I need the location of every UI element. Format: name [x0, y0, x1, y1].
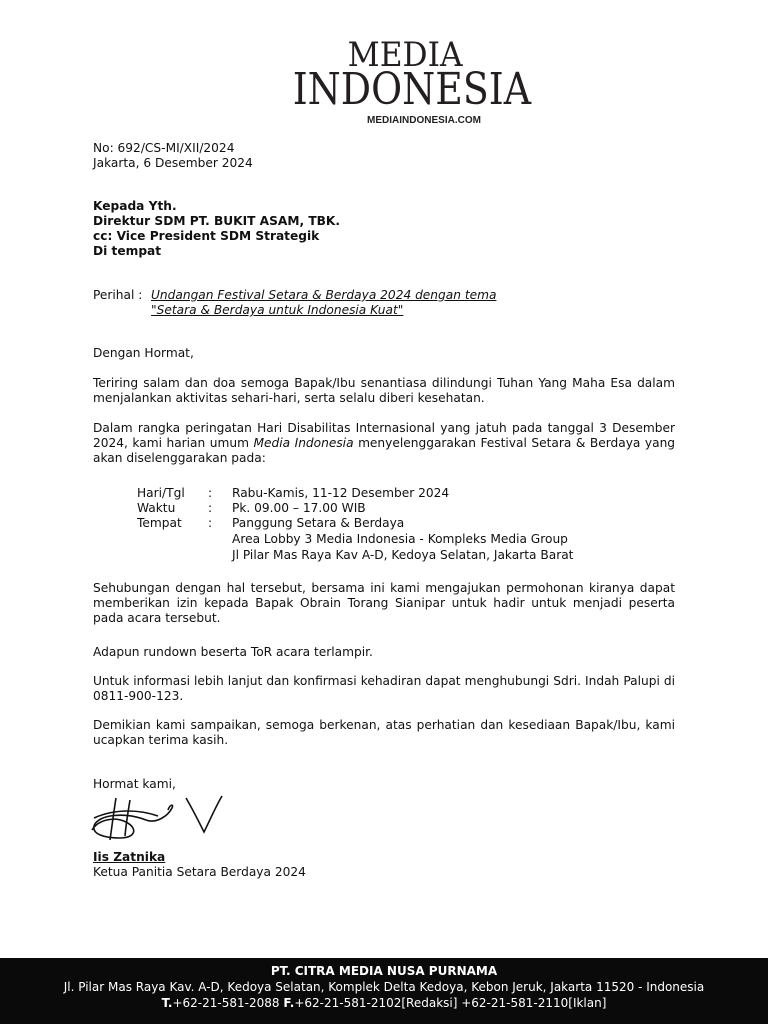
- detail-time-colon: :: [208, 501, 213, 515]
- paragraph-5: Untuk informasi lebih lanjut dan konfirmasi kehadiran dapat menghubungi Sdri. Indah Palupi di 0811-900-123.: [93, 674, 675, 703]
- greeting: Dengan Hormat,: [93, 346, 194, 360]
- recipient-line-1: Kepada Yth.: [93, 199, 177, 213]
- paragraph-6: Demikian kami sampaikan, semoga berkenan, atas perhatian dan kesediaan Bapak/Ibu, kami ucapkan terima kasih.: [93, 718, 675, 747]
- letter-number: No: 692/CS-MI/XII/2024: [93, 141, 235, 155]
- recipient-line-2: Direktur SDM PT. BUKIT ASAM, TBK.: [93, 214, 341, 228]
- footer-phone: +62-21-581-2088: [172, 996, 280, 1010]
- footer-fax: +62-21-581-2102[Redaksi] +62-21-581-2110[Iklan]: [294, 996, 607, 1010]
- signer-title: Ketua Panitia Setara Berdaya 2024: [93, 865, 306, 879]
- paragraph-2-part-1: Dalam rangka peringatan Hari Disabilitas Internasional yang jatuh pada tanggal 3 Desember 2024, kami harian umum: [93, 421, 675, 450]
- paragraph-1: Teriring salam dan doa semoga Bapak/Ibu senantiasa dilindungi Tuhan Yang Maha Esa dalam menjalankan aktivitas sehari-hari, serta selalu diberi kesehatan.: [93, 376, 675, 405]
- closing: Hormat kami,: [93, 777, 176, 791]
- footer-fax-label: F.: [283, 996, 295, 1010]
- detail-place-colon: :: [208, 516, 213, 530]
- letterhead-footer: [0, 958, 768, 1024]
- detail-place-value-1: Panggung Setara & Berdaya: [232, 516, 405, 530]
- footer-address: Jl. Pilar Mas Raya Kav. A-D, Kedoya Selatan, Komplek Delta Kedoya, Kebon Jeruk, Jakarta 11520 - Indonesia: [63, 980, 705, 994]
- subject-line-2: "Setara & Berdaya untuk Indonesia Kuat": [151, 303, 404, 317]
- paragraph-3: Sehubungan dengan hal tersebut, bersama ini kami mengajukan permohonan kiranya dapat memberikan izin kepada Bapak Obrain Torang Sianipar untuk hadir untuk menjadi peserta pada acara tersebut.: [93, 581, 675, 625]
- detail-day-colon: :: [208, 486, 213, 500]
- detail-time-value: Pk. 09.00 – 17.00 WIB: [232, 501, 366, 515]
- paragraph-4: Adapun rundown beserta ToR acara terlampir.: [93, 645, 373, 659]
- paragraph-2: [93, 421, 675, 466]
- logo-wordmark-top: MEDIA: [347, 35, 463, 75]
- logo-url: MEDIAINDONESIA.COM: [367, 115, 481, 126]
- recipient-line-4: Di tempat: [93, 244, 162, 258]
- detail-day-label: Hari/Tgl: [137, 486, 185, 500]
- detail-place-value-2: Area Lobby 3 Media Indonesia - Kompleks Media Group: [232, 532, 568, 546]
- detail-day-value: Rabu-Kamis, 11-12 Desember 2024: [232, 486, 450, 500]
- footer-phone-label: T.: [161, 996, 173, 1010]
- letter-place-date: Jakarta, 6 Desember 2024: [93, 156, 253, 170]
- footer-contacts: [0, 995, 768, 1011]
- signature-image: [86, 790, 236, 850]
- paragraph-2-part-2: menyelenggarakan Festival Setara & Berdaya yang akan diselenggarakan pada:: [93, 436, 676, 465]
- subject-label: Perihal :: [93, 288, 143, 302]
- detail-place-value-3: Jl Pilar Mas Raya Kav A-D, Kedoya Selatan, Jakarta Barat: [232, 548, 574, 562]
- footer-company: PT. CITRA MEDIA NUSA PURNAMA: [270, 964, 498, 978]
- detail-time-label: Waktu: [137, 501, 176, 515]
- subject-line-1: Undangan Festival Setara & Berdaya 2024 dengan tema: [151, 288, 497, 302]
- signer-name: Iis Zatnika: [93, 850, 166, 864]
- recipient-line-3: cc: Vice President SDM Strategik: [93, 229, 320, 243]
- logo-wordmark-bottom: INDONESIA: [292, 64, 532, 115]
- paragraph-2-italic: Media Indonesia: [253, 436, 354, 450]
- detail-place-label: Tempat: [137, 516, 182, 530]
